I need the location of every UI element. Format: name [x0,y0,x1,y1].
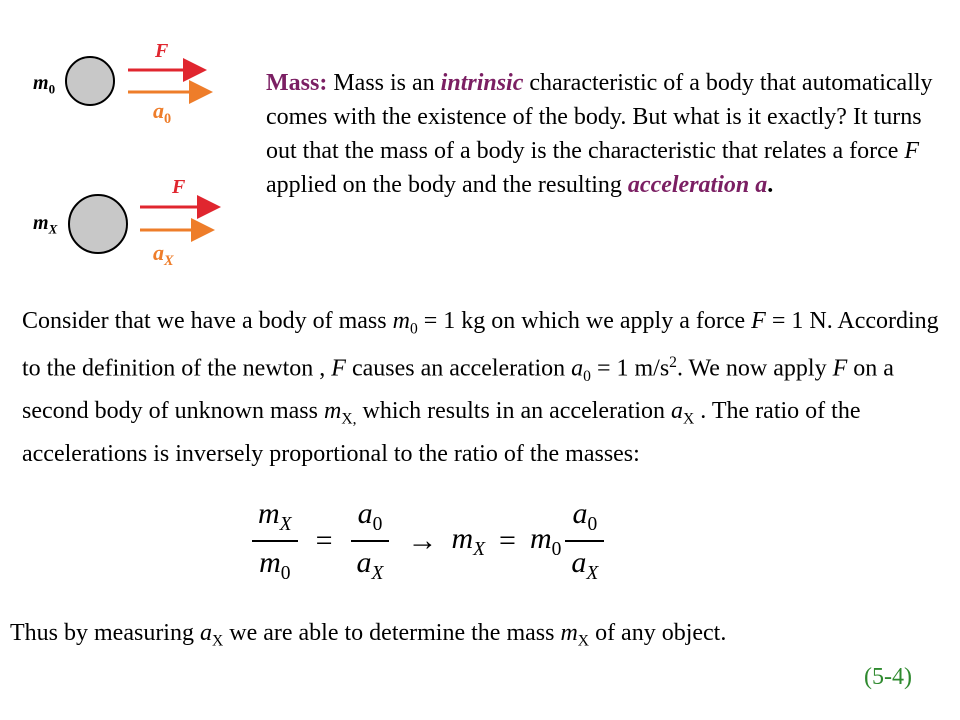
mass-ratio-equation: $\frac{m_X}{m_0}$ = $\frac{a_0}{a_X}$ → $m_X$ = $m_0$ $\frac{a_0}{a_X}$ [248,496,608,586]
implies-arrow: → [407,524,438,557]
conclusion-sentence: Thus by measuring $a_X$ we are able to determine the mass $m_X$ of any object. [10,620,727,650]
label-force-1: F [155,40,169,62]
diagram-graphics [0,0,260,290]
equation-lhs: $m_X$ [451,521,486,560]
intrinsic-word: intrinsic [440,70,524,96]
body-mx-circle [69,195,127,253]
equation-rhs-mass: $m_0$ [529,521,562,560]
body-m0-circle [66,57,114,105]
fraction-a0-over-ax: $\frac{a_0}{a_X}$ [351,497,390,585]
label-accel-2: $a_X$ [153,240,174,269]
fraction-a0-over-ax-2: $\frac{a_0}{a_X}$ [565,497,604,585]
acceleration-word: acceleration a [627,172,768,198]
consider-paragraph: Consider that we have a body of mass $m_0 = 1$ kg on which we apply a force F = 1 N. According to the definition of the newton , F causes an acceleration $a_0 = 1$ $m/s^2$. We now apply F on a second body of unknown mass $m_{X,}$ which results in an acceleration $a_X$ . The ratio of the accelerations is inversely proportional to the ratio of the masses: [22,308,939,467]
fraction-mx-over-m0: $\frac{m_X}{m_0}$ [252,497,298,585]
mass-heading: Mass: [266,70,328,96]
label-force-2: F [172,176,186,198]
mass-force-diagram [0,0,260,290]
label-accel-1: $a_0$ [153,98,172,127]
slide-number: (5-4) [864,664,912,690]
label-m0: $m_0$ [33,72,56,97]
mass-paragraph: Mass: Mass is an intrinsic characteristic of a body that automatically comes with the existence of the body. But what is it exactly? It turns out that the mass of a body is the characteristic that relates a force F applied on the body and the resulting acceleration a. [266,70,933,198]
label-mx: $m_X$ [33,212,58,237]
